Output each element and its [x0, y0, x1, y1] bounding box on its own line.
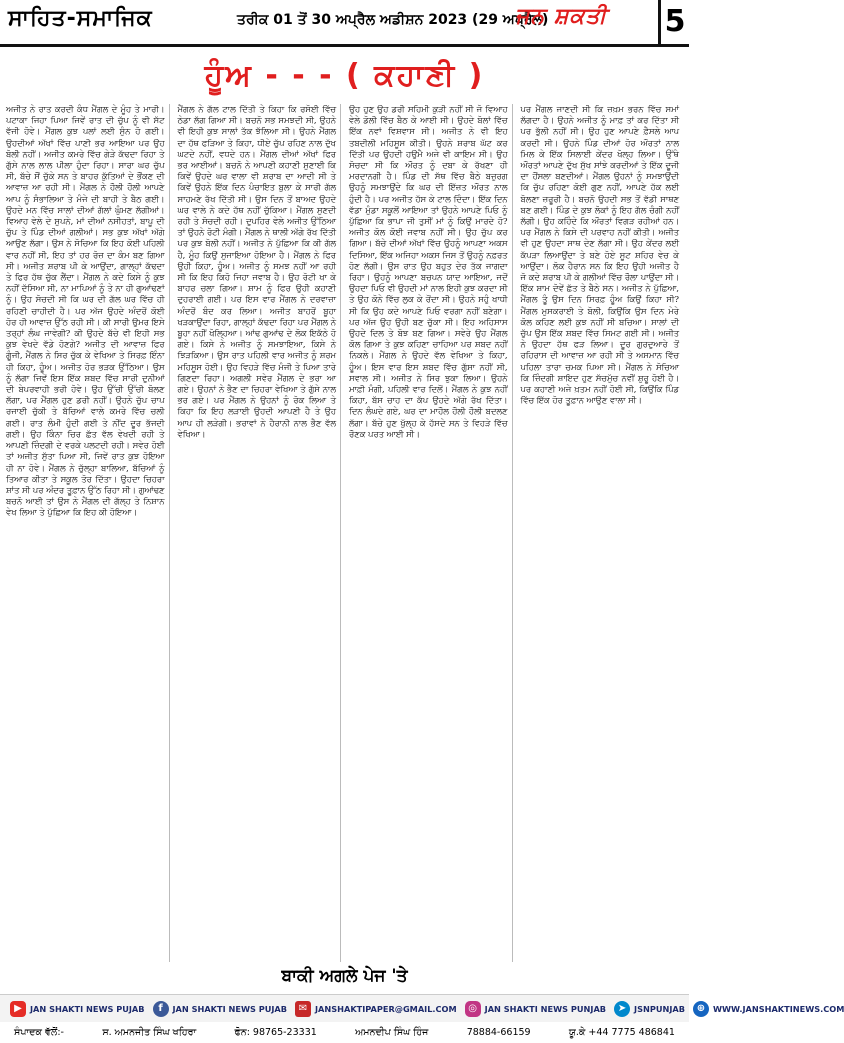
social-label: JAN SHAKTI NEWS PUNJAB: [484, 1003, 607, 1014]
editor-credits: [0, 1022, 689, 1043]
social-youtube[interactable]: [10, 1001, 145, 1017]
facebook-icon: f: [153, 1001, 169, 1017]
column-text: ਉਹ ਹੁਣ ਉਹ ਡਰੀ ਸਹਿਮੀ ਕੁੜੀ ਨਹੀਂ ਸੀ ਜੋ ਵਿਆਹ ਵੇਲੇ ਡੋਲੀ ਵਿੱਚ ਬੈਠ ਕੇ ਆਈ ਸੀ। ਉਹਦੇ ਬੋਲਾਂ ਵਿੱਚ ਇੱਕ ਨਵਾਂ ਵਿਸ਼ਵਾਸ ਸੀ। ਅਜੀਤ ਨੇ ਵੀ ਇਹ ਤਬਦੀਲੀ ਮਹਿਸੂਸ ਕੀਤੀ। ਉਹਨੇ ਸ਼ਰਾਬ ਘੱਟ ਕਰ ਦਿੱਤੀ ਪਰ ਉਹਦੀ ਹਉਮੈ ਅਜੇ ਵੀ ਕਾਇਮ ਸੀ। ਉਹ ਸੋਚਦਾ ਸੀ ਕਿ ਔਰਤ ਨੂੰ ਦਬਾ ਕੇ ਰੱਖਣਾ ਹੀ ਮਰਦਾਨਗੀ ਹੈ। ਪਿੰਡ ਦੀ ਸੱਥ ਵਿੱਚ ਬੈਠੇ ਬਜ਼ੁਰਗ ਉਹਨੂੰ ਸਮਝਾਉਂਦੇ ਕਿ ਘਰ ਦੀ ਇੱਜ਼ਤ ਔਰਤ ਨਾਲ ਹੁੰਦੀ ਹੈ। ਪਰ ਅਜੀਤ ਹੱਸ ਕੇ ਟਾਲ ਦਿੰਦਾ। ਇੱਕ ਦਿਨ ਵੱਡਾ ਮੁੰਡਾ ਸਕੂਲੋਂ ਆਇਆ ਤਾਂ ਉਹਨੇ ਆਪਣੇ ਪਿਓ ਨੂੰ ਪੁੱਛਿਆ ਕਿ ਭਾਪਾ ਜੀ ਤੁਸੀਂ ਮਾਂ ਨੂੰ ਕਿਉਂ ਮਾਰਦੇ ਹੋ? ਅਜੀਤ ਕੋਲ ਕੋਈ ਜਵਾਬ ਨਹੀਂ ਸੀ। ਉਹ ਚੁੱਪ ਕਰ ਗਿਆ। ਬੱਚੇ ਦੀਆਂ ਅੱਖਾਂ ਵਿੱਚ ਉਹਨੂੰ ਆਪਣਾ ਅਕਸ ਦਿਸਿਆ, ਇੱਕ ਅਜਿਹਾ ਅਕਸ ਜਿਸ ਤੋਂ ਉਹਨੂੰ ਨਫ਼ਰਤ ਹੋਣ ਲੱਗੀ। ਉਸ ਰਾਤ ਉਹ ਬਹੁਤ ਦੇਰ ਤੱਕ ਜਾਗਦਾ ਰਿਹਾ। ਉਹਨੂੰ ਆਪਣਾ ਬਚਪਨ ਯਾਦ ਆਇਆ, ਜਦੋਂ ਉਹਦਾ ਪਿਓ ਵੀ ਉਹਦੀ ਮਾਂ ਨਾਲ ਇਹੀ ਕੁਝ ਕਰਦਾ ਸੀ ਤੇ ਉਹ ਕੋਨੇ ਵਿੱਚ ਲੁਕ ਕੇ ਰੋਂਦਾ ਸੀ। ਉਹਨੇ ਸਹੁੰ ਖਾਧੀ ਸੀ ਕਿ ਉਹ ਕਦੇ ਆਪਣੇ ਪਿਓ ਵਰਗਾ ਨਹੀਂ ਬਣੇਗਾ। ਪਰ ਅੱਜ ਉਹ ਉਹੀ ਬਣ ਚੁੱਕਾ ਸੀ। ਇਹ ਅਹਿਸਾਸ ਉਹਦੇ ਦਿਲ ਤੇ ਬੋਝ ਬਣ ਗਿਆ। ਸਵੇਰੇ ਉਹ ਮੈਂਗਲ ਕੋਲ ਗਿਆ ਤੇ ਕੁਝ ਕਹਿਣਾ ਚਾਹਿਆ ਪਰ ਸ਼ਬਦ ਨਹੀਂ ਨਿਕਲੇ। ਮੈਂਗਲ ਨੇ ਉਹਦੇ ਵੱਲ ਵੇਖਿਆ ਤੇ ਕਿਹਾ, ਹੂੰਅ। ਇਸ ਵਾਰ ਇਸ ਸ਼ਬਦ ਵਿੱਚ ਗੁੱਸਾ ਨਹੀਂ ਸੀ, ਸਵਾਲ ਸੀ। ਅਜੀਤ ਨੇ ਸਿਰ ਝੁਕਾ ਲਿਆ। ਉਹਨੇ ਮਾਫ਼ੀ ਮੰਗੀ, ਪਹਿਲੀ ਵਾਰ ਦਿਲੋਂ। ਮੈਂਗਲ ਨੇ ਕੁਝ ਨਹੀਂ ਕਿਹਾ, ਬੱਸ ਚਾਹ ਦਾ ਕੱਪ ਉਹਦੇ ਅੱਗੇ ਰੱਖ ਦਿੱਤਾ। ਦਿਨ ਲੰਘਦੇ ਗਏ, ਘਰ ਦਾ ਮਾਹੌਲ ਹੌਲੀ ਹੌਲੀ ਬਦਲਣ ਲੱਗਾ। ਬੱਚੇ ਹੁਣ ਖੁੱਲ੍ਹ ਕੇ ਹੱਸਦੇ ਸਨ ਤੇ ਵਿਹੜੇ ਵਿੱਚ ਰੌਣਕ ਪਰਤ ਆਈ ਸੀ।: [349, 104, 508, 439]
coeditor-phone: 78884-66159: [466, 1027, 531, 1038]
telegram-icon: ➤: [614, 1001, 630, 1017]
column-text: ਮੈਂਗਲ ਨੇ ਗੱਲ ਟਾਲ ਦਿੱਤੀ ਤੇ ਕਿਹਾ ਕਿ ਰਸੋਈ ਵਿੱਚ ਠੇਡਾ ਲੱਗ ਗਿਆ ਸੀ। ਬਚਨੋ ਸਭ ਸਮਝਦੀ ਸੀ, ਉਹਨੇ ਵੀ ਇਹੀ ਕੁਝ ਸਾਲਾਂ ਤੱਕ ਝੱਲਿਆ ਸੀ। ਉਹਨੇ ਮੈਂਗਲ ਦਾ ਹੱਥ ਫੜਿਆ ਤੇ ਕਿਹਾ, ਧੀਏ ਚੁੱਪ ਰਹਿਣ ਨਾਲ ਦੁੱਖ ਘਟਦੇ ਨਹੀਂ, ਵਧਦੇ ਹਨ। ਮੈਂਗਲ ਦੀਆਂ ਅੱਖਾਂ ਫਿਰ ਭਰ ਆਈਆਂ। ਬਚਨੋ ਨੇ ਆਪਣੀ ਕਹਾਣੀ ਸੁਣਾਈ ਕਿ ਕਿਵੇਂ ਉਹਦੇ ਘਰ ਵਾਲਾ ਵੀ ਸ਼ਰਾਬ ਦਾ ਆਦੀ ਸੀ ਤੇ ਕਿਵੇਂ ਉਹਨੇ ਇੱਕ ਦਿਨ ਪੰਚਾਇਤ ਬੁਲਾ ਕੇ ਸਾਰੀ ਗੱਲ ਸਾਹਮਣੇ ਰੱਖ ਦਿੱਤੀ ਸੀ। ਉਸ ਦਿਨ ਤੋਂ ਬਾਅਦ ਉਹਦੇ ਘਰ ਵਾਲੇ ਨੇ ਕਦੇ ਹੱਥ ਨਹੀਂ ਚੁੱਕਿਆ। ਮੈਂਗਲ ਸੁਣਦੀ ਰਹੀ ਤੇ ਸੋਚਦੀ ਰਹੀ। ਦੁਪਹਿਰ ਵੇਲੇ ਅਜੀਤ ਉੱਠਿਆ ਤਾਂ ਉਹਨੇ ਰੋਟੀ ਮੰਗੀ। ਮੈਂਗਲ ਨੇ ਥਾਲੀ ਅੱਗੇ ਰੱਖ ਦਿੱਤੀ ਪਰ ਕੁਝ ਬੋਲੀ ਨਹੀਂ। ਅਜੀਤ ਨੇ ਪੁੱਛਿਆ ਕਿ ਕੀ ਗੱਲ ਹੈ, ਮੂੰਹ ਕਿਉਂ ਸੁਜਾਇਆ ਹੋਇਆ ਹੈ। ਮੈਂਗਲ ਨੇ ਫਿਰ ਉਹੀ ਕਿਹਾ, ਹੂੰਅ। ਅਜੀਤ ਨੂੰ ਸਮਝ ਨਹੀਂ ਆ ਰਹੀ ਸੀ ਕਿ ਇਹ ਕਿਹੋ ਜਿਹਾ ਜਵਾਬ ਹੈ। ਉਹ ਰੋਟੀ ਖਾ ਕੇ ਬਾਹਰ ਚਲਾ ਗਿਆ। ਸ਼ਾਮ ਨੂੰ ਫਿਰ ਉਹੀ ਕਹਾਣੀ ਦੁਹਰਾਈ ਗਈ। ਪਰ ਇਸ ਵਾਰ ਮੈਂਗਲ ਨੇ ਦਰਵਾਜ਼ਾ ਅੰਦਰੋਂ ਬੰਦ ਕਰ ਲਿਆ। ਅਜੀਤ ਬਾਹਰੋਂ ਬੂਹਾ ਖੜਕਾਉਂਦਾ ਰਿਹਾ, ਗਾਲ੍ਹਾਂ ਕੱਢਦਾ ਰਿਹਾ ਪਰ ਮੈਂਗਲ ਨੇ ਬੂਹਾ ਨਹੀਂ ਖੋਲ੍ਹਿਆ। ਆਂਢ ਗੁਆਂਢ ਦੇ ਲੋਕ ਇਕੱਠੇ ਹੋ ਗਏ। ਕਿਸੇ ਨੇ ਅਜੀਤ ਨੂੰ ਸਮਝਾਇਆ, ਕਿਸੇ ਨੇ ਝਿੜਕਿਆ। ਉਸ ਰਾਤ ਪਹਿਲੀ ਵਾਰ ਅਜੀਤ ਨੂੰ ਸ਼ਰਮ ਮਹਿਸੂਸ ਹੋਈ। ਉਹ ਵਿਹੜੇ ਵਿੱਚ ਮੰਜੀ ਤੇ ਪਿਆ ਤਾਰੇ ਗਿਣਦਾ ਰਿਹਾ। ਅਗਲੀ ਸਵੇਰ ਮੈਂਗਲ ਦੇ ਭਰਾ ਆ ਗਏ। ਉਹਨਾਂ ਨੇ ਭੈਣ ਦਾ ਚਿਹਰਾ ਵੇਖਿਆ ਤੇ ਗੁੱਸੇ ਨਾਲ ਭਰ ਗਏ। ਪਰ ਮੈਂਗਲ ਨੇ ਉਹਨਾਂ ਨੂੰ ਰੋਕ ਲਿਆ ਤੇ ਕਿਹਾ ਕਿ ਇਹ ਲੜਾਈ ਉਹਦੀ ਆਪਣੀ ਹੈ ਤੇ ਉਹ ਆਪ ਹੀ ਲੜੇਗੀ। ਭਰਾਵਾਂ ਨੇ ਹੈਰਾਨੀ ਨਾਲ ਭੈਣ ਵੱਲ ਵੇਖਿਆ।: [177, 104, 336, 439]
editor-name: ਸ. ਅਮਨਜੀਤ ਸਿੰਘ ਖਹਿਰਾ: [102, 1027, 197, 1038]
issue-date: ਤਰੀਕ 01 ਤੋਂ 30 ਅਪ੍ਰੈਲ ਅਡੀਸ਼ਨ 2023 (29 ਅਪ੍ਰੈਲ): [237, 12, 549, 28]
article-column: [521, 104, 684, 962]
youtube-icon: ▶: [10, 1001, 26, 1017]
uk-phone: ਯੂ.ਕੇ +44 7775 486841: [568, 1027, 675, 1038]
column-text: ਪਰ ਮੈਂਗਲ ਜਾਣਦੀ ਸੀ ਕਿ ਜ਼ਖ਼ਮ ਭਰਨ ਵਿੱਚ ਸਮਾਂ ਲੱਗਦਾ ਹੈ। ਉਹਨੇ ਅਜੀਤ ਨੂੰ ਮਾਫ਼ ਤਾਂ ਕਰ ਦਿੱਤਾ ਸੀ ਪਰ ਭੁੱਲੀ ਨਹੀਂ ਸੀ। ਉਹ ਹੁਣ ਆਪਣੇ ਫ਼ੈਸਲੇ ਆਪ ਕਰਦੀ ਸੀ। ਉਹਨੇ ਪਿੰਡ ਦੀਆਂ ਹੋਰ ਔਰਤਾਂ ਨਾਲ ਮਿਲ ਕੇ ਇੱਕ ਸਿਲਾਈ ਕੇਂਦਰ ਖੋਲ੍ਹ ਲਿਆ। ਉੱਥੇ ਔਰਤਾਂ ਆਪਣੇ ਦੁੱਖ ਸੁੱਖ ਸਾਂਝੇ ਕਰਦੀਆਂ ਤੇ ਇੱਕ ਦੂਜੀ ਦਾ ਹੌਂਸਲਾ ਬਣਦੀਆਂ। ਮੈਂਗਲ ਉਹਨਾਂ ਨੂੰ ਸਮਝਾਉਂਦੀ ਕਿ ਚੁੱਪ ਰਹਿਣਾ ਕੋਈ ਗੁਣ ਨਹੀਂ, ਆਪਣੇ ਹੱਕ ਲਈ ਬੋਲਣਾ ਜ਼ਰੂਰੀ ਹੈ। ਬਚਨੋ ਉਹਦੀ ਸਭ ਤੋਂ ਵੱਡੀ ਸਾਥਣ ਬਣ ਗਈ। ਪਿੰਡ ਦੇ ਕੁਝ ਲੋਕਾਂ ਨੂੰ ਇਹ ਗੱਲ ਚੰਗੀ ਨਹੀਂ ਲੱਗੀ। ਉਹ ਕਹਿੰਦੇ ਕਿ ਔਰਤਾਂ ਵਿਗੜ ਰਹੀਆਂ ਹਨ। ਪਰ ਮੈਂਗਲ ਨੇ ਕਿਸੇ ਦੀ ਪਰਵਾਹ ਨਹੀਂ ਕੀਤੀ। ਅਜੀਤ ਵੀ ਹੁਣ ਉਹਦਾ ਸਾਥ ਦੇਣ ਲੱਗਾ ਸੀ। ਉਹ ਕੇਂਦਰ ਲਈ ਕੱਪੜਾ ਲਿਆਉਂਦਾ ਤੇ ਬਣੇ ਹੋਏ ਸੂਟ ਸ਼ਹਿਰ ਵੇਚ ਕੇ ਆਉਂਦਾ। ਲੋਕ ਹੈਰਾਨ ਸਨ ਕਿ ਇਹ ਉਹੀ ਅਜੀਤ ਹੈ ਜੋ ਕਦੇ ਸ਼ਰਾਬ ਪੀ ਕੇ ਗਲੀਆਂ ਵਿੱਚ ਰੌਲਾ ਪਾਉਂਦਾ ਸੀ। ਇੱਕ ਸ਼ਾਮ ਦੋਵੇਂ ਛੱਤ ਤੇ ਬੈਠੇ ਸਨ। ਅਜੀਤ ਨੇ ਪੁੱਛਿਆ, ਮੈਂਗਲ ਤੂੰ ਉਸ ਦਿਨ ਸਿਰਫ਼ ਹੂੰਅ ਕਿਉਂ ਕਿਹਾ ਸੀ? ਮੈਂਗਲ ਮੁਸਕਰਾਈ ਤੇ ਬੋਲੀ, ਕਿਉਂਕਿ ਉਸ ਦਿਨ ਮੇਰੇ ਕੋਲ ਕਹਿਣ ਲਈ ਕੁਝ ਨਹੀਂ ਸੀ ਬਚਿਆ। ਸਾਲਾਂ ਦੀ ਚੁੱਪ ਉਸ ਇੱਕ ਸ਼ਬਦ ਵਿੱਚ ਸਿਮਟ ਗਈ ਸੀ। ਅਜੀਤ ਨੇ ਉਹਦਾ ਹੱਥ ਫੜ ਲਿਆ। ਦੂਰ ਗੁਰਦੁਆਰੇ ਤੋਂ ਰਹਿਰਾਸ ਦੀ ਆਵਾਜ਼ ਆ ਰਹੀ ਸੀ ਤੇ ਅਸਮਾਨ ਵਿੱਚ ਪਹਿਲਾ ਤਾਰਾ ਚਮਕ ਪਿਆ ਸੀ। ਮੈਂਗਲ ਨੇ ਸੋਚਿਆ ਕਿ ਜ਼ਿੰਦਗੀ ਸ਼ਾਇਦ ਹੁਣ ਸੱਚਮੁੱਚ ਨਵੀਂ ਸ਼ੁਰੂ ਹੋਈ ਹੈ। ਪਰ ਕਹਾਣੀ ਅਜੇ ਖ਼ਤਮ ਨਹੀਂ ਹੋਈ ਸੀ, ਕਿਉਂਕਿ ਪਿੰਡ ਵਿੱਚ ਇੱਕ ਹੋਰ ਤੂਫ਼ਾਨ ਆਉਣ ਵਾਲਾ ਸੀ।: [520, 104, 679, 406]
social-label: JAN SHAKTI NEWS PUJAB: [172, 1003, 287, 1014]
coeditor-name: ਅਮਨਦੀਪ ਸਿੰਘ ਹਿੰਜ: [355, 1027, 429, 1038]
social-instagram[interactable]: [465, 1001, 606, 1017]
editor-phone: ਫੋਨ: 98765-23331: [234, 1027, 317, 1038]
article-columns: [6, 104, 683, 962]
social-facebook[interactable]: [153, 1001, 288, 1017]
section-title: ਸਾਹਿਤ-ਸਮਾਜਿਕ: [8, 6, 153, 31]
social-telegram[interactable]: [614, 1001, 685, 1017]
social-website[interactable]: [693, 1001, 844, 1017]
social-label: WWW.JANSHAKTINEWS.COM: [712, 1003, 844, 1014]
page-number: 5: [658, 0, 689, 44]
page-header: [0, 0, 689, 47]
social-label: JSNPUNJAB: [634, 1003, 685, 1014]
article-column: [178, 104, 342, 962]
credit-label: ਸੰਪਾਦਕ ਵੱਲੋਂ:-: [14, 1027, 64, 1038]
social-footer: [0, 994, 844, 1022]
social-email[interactable]: [295, 1001, 457, 1017]
article-column: [349, 104, 513, 962]
web-icon: ⊕: [693, 1001, 709, 1017]
article-column: [6, 104, 170, 962]
mail-icon: ✉: [295, 1001, 311, 1017]
social-label: JAN SHAKTI NEWS PUJAB: [30, 1003, 145, 1014]
social-label: JANSHAKTIPAPER@GMAIL.COM: [315, 1003, 457, 1014]
jan-shakti-logo: ਜਨ ਸ਼ਕਤੀ: [515, 4, 608, 29]
column-text: ਅਜੀਤ ਨੇ ਰਾਤ ਕਰਦੀ ਕੰਧ ਮੈਂਗਲ ਦੇ ਮੂੰਹ ਤੇ ਮਾਰੀ। ਪਟਾਕਾ ਜਿਹਾ ਪਿਆ ਜਿਵੇਂ ਰਾਤ ਦੀ ਚੁੱਪ ਨੂੰ ਵੀ ਸੱਟ ਵੱਜੀ ਹੋਵੇ। ਮੈਂਗਲ ਕੁਝ ਪਲਾਂ ਲਈ ਸੁੰਨ ਹੋ ਗਈ। ਉਹਦੀਆਂ ਅੱਖਾਂ ਵਿੱਚ ਪਾਣੀ ਭਰ ਆਇਆ ਪਰ ਉਹ ਬੋਲੀ ਨਹੀਂ। ਅਜੀਤ ਕਮਰੇ ਵਿੱਚ ਗੇੜੇ ਕੱਢਦਾ ਰਿਹਾ ਤੇ ਗੁੱਸੇ ਨਾਲ ਲਾਲ ਪੀਲਾ ਹੁੰਦਾ ਰਿਹਾ। ਸਾਰਾ ਘਰ ਚੁੱਪ ਸੀ, ਬੱਚੇ ਸੌਂ ਚੁੱਕੇ ਸਨ ਤੇ ਬਾਹਰ ਕੁੱਤਿਆਂ ਦੇ ਭੌਂਕਣ ਦੀ ਆਵਾਜ਼ ਆ ਰਹੀ ਸੀ। ਮੈਂਗਲ ਨੇ ਹੌਲੀ ਹੌਲੀ ਆਪਣੇ ਆਪ ਨੂੰ ਸੰਭਾਲਿਆ ਤੇ ਮੰਜੇ ਦੀ ਬਾਹੀ ਤੇ ਬੈਠ ਗਈ। ਉਹਦੇ ਮਨ ਵਿੱਚ ਸਾਲਾਂ ਦੀਆਂ ਗੱਲਾਂ ਘੁੰਮਣ ਲੱਗੀਆਂ। ਵਿਆਹ ਵੇਲੇ ਦੇ ਸੁਪਨੇ, ਮਾਂ ਦੀਆਂ ਨਸੀਹਤਾਂ, ਬਾਪੂ ਦੀ ਚੁੱਪ ਤੇ ਪਿੰਡ ਦੀਆਂ ਗਲੀਆਂ। ਸਭ ਕੁਝ ਅੱਖਾਂ ਅੱਗੇ ਆਉਣ ਲੱਗਾ। ਉਸ ਨੇ ਸੋਚਿਆ ਕਿ ਇਹ ਕੋਈ ਪਹਿਲੀ ਵਾਰ ਨਹੀਂ ਸੀ, ਇਹ ਤਾਂ ਹਰ ਰੋਜ਼ ਦਾ ਕੰਮ ਬਣ ਗਿਆ ਸੀ। ਅਜੀਤ ਸ਼ਰਾਬ ਪੀ ਕੇ ਆਉਂਦਾ, ਗਾਲ੍ਹਾਂ ਕੱਢਦਾ ਤੇ ਫਿਰ ਹੱਥ ਚੁੱਕ ਲੈਂਦਾ। ਮੈਂਗਲ ਨੇ ਕਦੇ ਕਿਸੇ ਨੂੰ ਕੁਝ ਨਹੀਂ ਦੱਸਿਆ ਸੀ, ਨਾ ਮਾਪਿਆਂ ਨੂੰ ਤੇ ਨਾ ਹੀ ਗੁਆਂਢਣਾਂ ਨੂੰ। ਉਹ ਸੋਚਦੀ ਸੀ ਕਿ ਘਰ ਦੀ ਗੱਲ ਘਰ ਵਿੱਚ ਹੀ ਰਹਿਣੀ ਚਾਹੀਦੀ ਹੈ। ਪਰ ਅੱਜ ਉਹਦੇ ਅੰਦਰੋਂ ਕੋਈ ਹੋਰ ਹੀ ਆਵਾਜ਼ ਉੱਠ ਰਹੀ ਸੀ। ਕੀ ਸਾਰੀ ਉਮਰ ਇਸੇ ਤਰ੍ਹਾਂ ਲੰਘ ਜਾਵੇਗੀ? ਕੀ ਉਹਦੇ ਬੱਚੇ ਵੀ ਇਹੀ ਸਭ ਕੁਝ ਵੇਖਦੇ ਵੱਡੇ ਹੋਣਗੇ? ਅਜੀਤ ਦੀ ਆਵਾਜ਼ ਫਿਰ ਗੂੰਜੀ, ਮੈਂਗਲ ਨੇ ਸਿਰ ਚੁੱਕ ਕੇ ਵੇਖਿਆ ਤੇ ਸਿਰਫ਼ ਇੰਨਾ ਹੀ ਕਿਹਾ, ਹੂੰਅ। ਅਜੀਤ ਹੋਰ ਭੜਕ ਉੱਠਿਆ। ਉਸ ਨੂੰ ਲੱਗਾ ਜਿਵੇਂ ਇਸ ਇੱਕ ਸ਼ਬਦ ਵਿੱਚ ਸਾਰੀ ਦੁਨੀਆਂ ਦੀ ਬੇਪਰਵਾਹੀ ਭਰੀ ਹੋਵੇ। ਉਹ ਉੱਚੀ ਉੱਚੀ ਬੋਲਣ ਲੱਗਾ, ਪਰ ਮੈਂਗਲ ਹੁਣ ਡਰੀ ਨਹੀਂ। ਉਹਨੇ ਚੁੱਪ ਚਾਪ ਰਜਾਈ ਚੁੱਕੀ ਤੇ ਬੱਚਿਆਂ ਵਾਲੇ ਕਮਰੇ ਵਿੱਚ ਚਲੀ ਗਈ। ਰਾਤ ਲੰਮੀ ਹੁੰਦੀ ਗਈ ਤੇ ਨੀਂਦ ਦੂਰ ਭੱਜਦੀ ਗਈ। ਉਹ ਕਿੰਨਾ ਚਿਰ ਛੱਤ ਵੱਲ ਵੇਖਦੀ ਰਹੀ ਤੇ ਆਪਣੀ ਜ਼ਿੰਦਗੀ ਦੇ ਵਰਕੇ ਪਲਟਦੀ ਰਹੀ। ਸਵੇਰ ਹੋਈ ਤਾਂ ਅਜੀਤ ਸੁੱਤਾ ਪਿਆ ਸੀ, ਜਿਵੇਂ ਰਾਤ ਕੁਝ ਹੋਇਆ ਹੀ ਨਾ ਹੋਵੇ। ਮੈਂਗਲ ਨੇ ਚੁੱਲ੍ਹਾ ਬਾਲਿਆ, ਬੱਚਿਆਂ ਨੂੰ ਤਿਆਰ ਕੀਤਾ ਤੇ ਸਕੂਲ ਤੋਰ ਦਿੱਤਾ। ਉਹਦਾ ਚਿਹਰਾ ਸ਼ਾਂਤ ਸੀ ਪਰ ਅੰਦਰ ਤੂਫ਼ਾਨ ਉੱਠ ਰਿਹਾ ਸੀ। ਗੁਆਂਢਣ ਬਚਨੋ ਆਈ ਤਾਂ ਉਸ ਨੇ ਮੈਂਗਲ ਦੀ ਗੱਲ੍ਹ ਤੇ ਨਿਸ਼ਾਨ ਵੇਖ ਲਿਆ ਤੇ ਪੁੱਛਿਆ ਕਿ ਇਹ ਕੀ ਹੋਇਆ।: [6, 104, 165, 518]
story-headline: ਹੂੰਅ - - - ( ਕਹਾਣੀ ): [204, 58, 485, 93]
continued-notice: ਬਾਕੀ ਅਗਲੇ ਪੇਜ 'ਤੇ: [281, 966, 408, 986]
instagram-icon: ◎: [465, 1001, 481, 1017]
